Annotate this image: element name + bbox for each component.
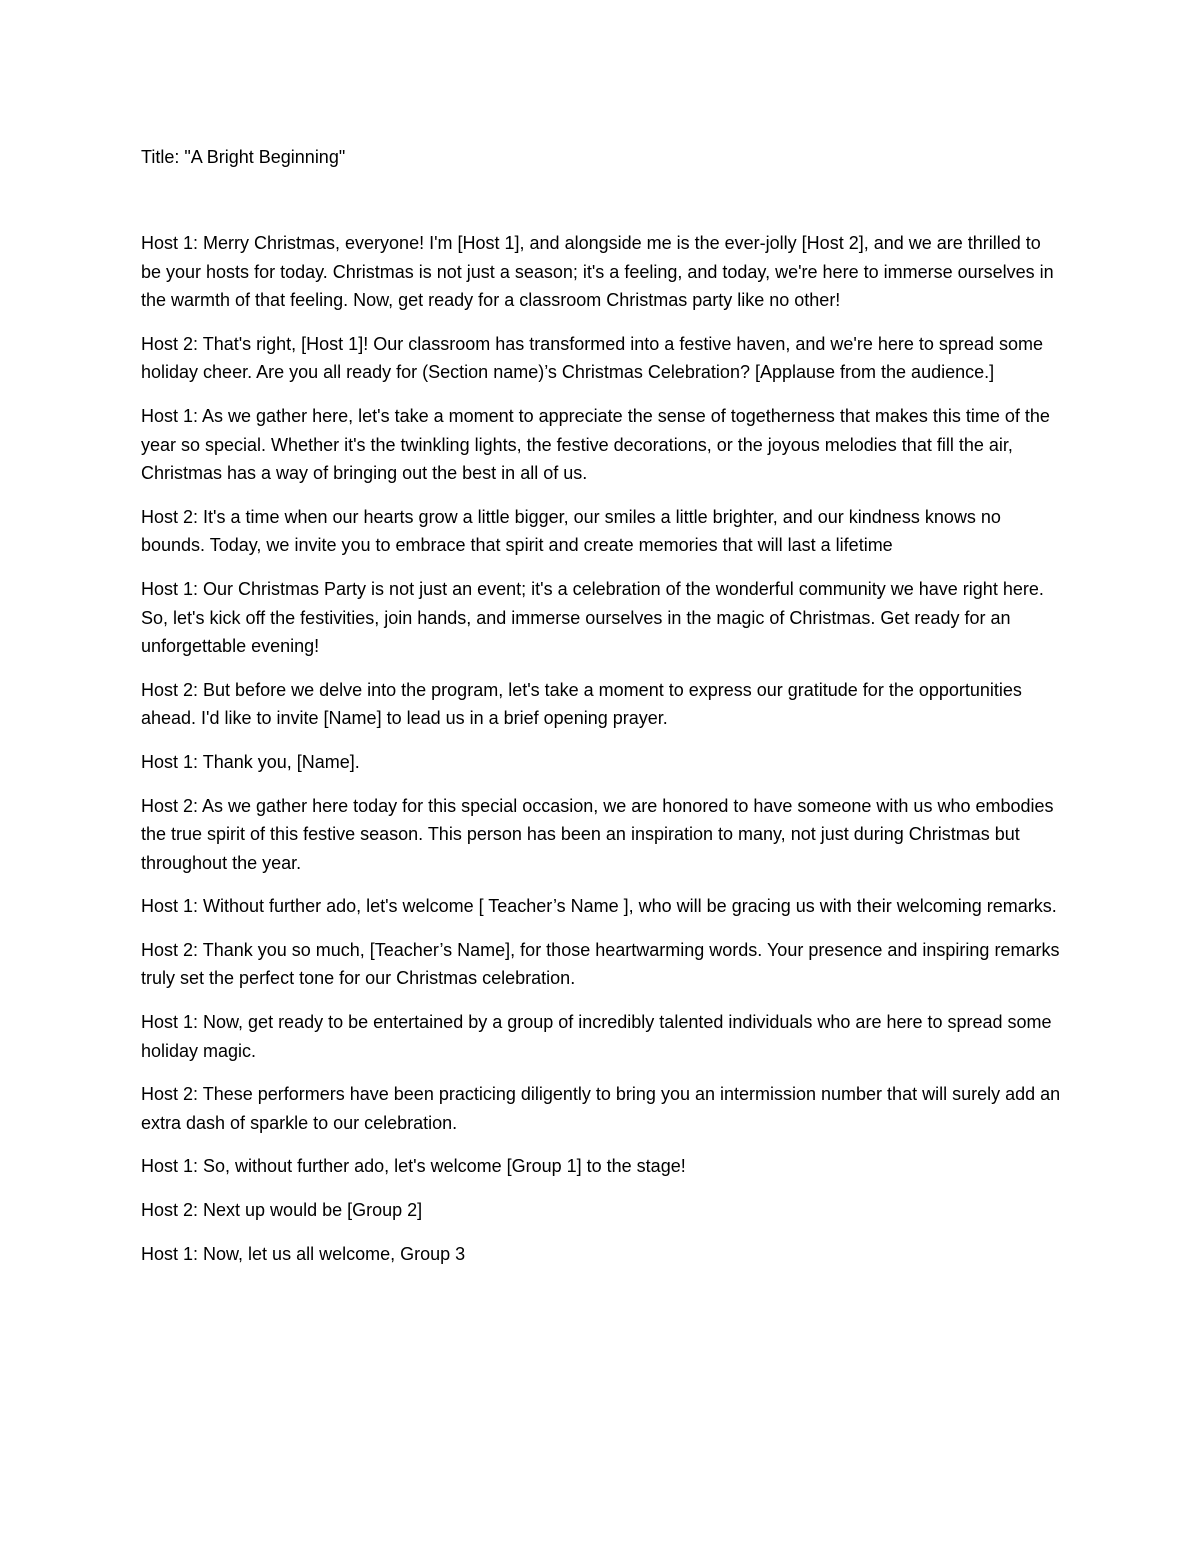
script-paragraph: Host 1: Now, get ready to be entertained by a group of incredibly talented individuals who are here to spread some holiday magic.	[141, 1012, 1052, 1061]
document-body	[141, 143, 1061, 1283]
script-paragraph: Host 2: That's right, [Host 1]! Our classroom has transformed into a festive haven, and we're here to spread some holiday cheer. Are you all ready for (Section name)’s Christmas Celebration? [Applause from the audience.]	[141, 333, 1043, 383]
script-paragraph: Host 1: So, without further ado, let's welcome [Group 1] to the stage!	[141, 1156, 686, 1177]
script-paragraph: Host 2: As we gather here today for this special occasion, we are honored to have someone with us who embodies the true spirit of this festive season. This person has been an inspiration to many, not just during Christmas but throughout the year.	[141, 795, 1054, 873]
script-paragraph: Host 2: But before we delve into the program, let's take a moment to express our gratitude for the opportunities ahead. I'd like to invite [Name] to lead us in a brief opening prayer.	[141, 679, 1022, 729]
script-paragraph: Host 1: As we gather here, let's take a moment to appreciate the sense of togetherness that makes this time of the year so special. Whether it's the twinkling lights, the festive decorations, or the joyous melodies that fill the air, Christmas has a way of bringing out the best in all of us.	[141, 405, 1050, 484]
script-paragraph: Host 1: Our Christmas Party is not just an event; it's a celebration of the wonderful community we have right here. So, let's kick off the festivities, join hands, and immerse ourselves in the magic of Christmas. Get ready for an unforgettable evening!	[141, 578, 1044, 657]
document-title: Title: "A Bright Beginning"	[141, 147, 346, 167]
script-paragraph: Host 2: Next up would be [Group 2]	[141, 1200, 423, 1221]
script-paragraph: Host 2: These performers have been practicing diligently to bring you an intermission number that will surely add an extra dash of sparkle to our celebration.	[141, 1084, 1061, 1133]
script-paragraph: Host 1: Now, let us all welcome, Group 3	[141, 1243, 466, 1264]
script-paragraph: Host 1: Without further ado, let's welcome [ Teacher’s Name ], who will be gracing us with their welcoming remarks.	[141, 896, 1057, 917]
script-paragraph: Host 1: Thank you, [Name].	[141, 751, 360, 772]
script-paragraph: Host 2: It's a time when our hearts grow a little bigger, our smiles a little brighter, and our kindness knows no bounds. Today, we invite you to embrace that spirit and create memories that will last a lifetime	[141, 506, 1001, 556]
script-paragraph: Host 2: Thank you so much, [Teacher’s Name], for those heartwarming words. Your presence and inspiring remarks truly set the perfect tone for our Christmas celebration.	[141, 939, 1060, 989]
script-paragraph: Host 1: Merry Christmas, everyone! I'm [Host 1], and alongside me is the ever-jolly [Host 2], and we are thrilled to be your hosts for today. Christmas is not just a season; it's a feeling, and today, we're here to immerse ourselves in the warmth of that feeling. Now, get ready for a classroom Christmas party like no other!	[141, 233, 1054, 311]
